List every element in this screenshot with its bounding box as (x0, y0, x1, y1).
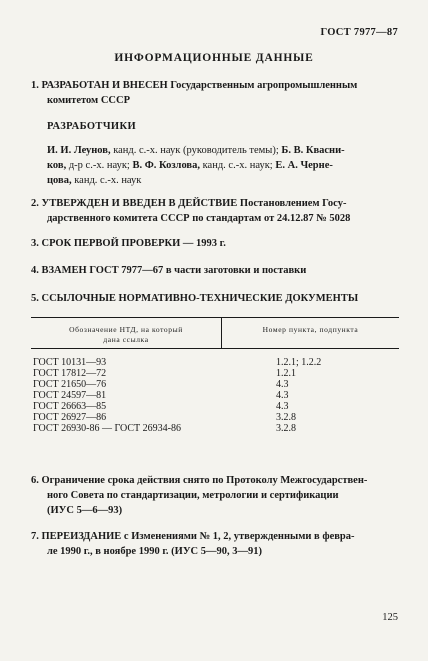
table-header-document-line-1: Обозначение НТД, на который (69, 325, 183, 334)
developer-2-part-2: ков, (47, 160, 67, 171)
table-header-document-line-2: дана ссылка (103, 335, 149, 344)
table-header (31, 318, 399, 349)
section-6-line-3: (ИУС 5—6—93) (47, 505, 123, 516)
developer-4-role: канд. с.-х. наук (71, 175, 142, 186)
table-header-item: Номер пункта, подпункта (262, 325, 359, 334)
table-cell-item: 1.2.1 (276, 368, 296, 379)
section-5-number: 5. (31, 293, 39, 304)
table-cell-item: 3.2.8 (276, 423, 296, 434)
section-1-text-1: Государственным агропромышленным (170, 80, 358, 91)
section-6-number: 6. (31, 475, 39, 486)
section-7-line-2: ле 1990 г., в ноябре 1990 г. (ИУС 5—90, 3—91) (47, 546, 262, 557)
section-1-text-2: комитетом СССР (47, 95, 130, 106)
section-7 (31, 529, 399, 559)
developer-3-role: канд. с.-х. наук; (199, 160, 276, 171)
developer-1-role: канд. с.-х. наук (руководитель темы); (110, 145, 282, 156)
section-6-line-2: ного Совета по стандартизации, метрологии и сертификации (47, 490, 339, 501)
table-header-document (31, 318, 222, 348)
section-7-number: 7. (31, 531, 39, 542)
section-2-title: УТВЕРЖДЕН И ВВЕДЕН В ДЕЙСТВИЕ (41, 198, 238, 209)
section-3 (31, 236, 399, 251)
page-number: 125 (382, 612, 398, 623)
table-cell-item: 4.3 (276, 401, 289, 412)
table-cell-document: ГОСТ 26930-86 — ГОСТ 26934-86 (33, 423, 181, 434)
table-cell-document: ГОСТ 21650—76 (33, 379, 107, 390)
section-5-title: ССЫЛОЧНЫЕ НОРМАТИВНО-ТЕХНИЧЕСКИЕ ДОКУМЕНТЫ (41, 293, 359, 304)
table-cell-item: 4.3 (276, 390, 289, 401)
page-title: ИНФОРМАЦИОННЫЕ ДАННЫЕ (114, 52, 314, 64)
section-3-number: 3. (31, 238, 39, 249)
section-6 (31, 473, 399, 518)
table-cell-item: 4.3 (276, 379, 289, 390)
table-row (31, 401, 399, 412)
section-4-number: 4. (31, 265, 39, 276)
table-cell-item: 3.2.8 (276, 412, 296, 423)
table-row (31, 357, 399, 368)
table-row (31, 379, 399, 390)
table-cell-document: ГОСТ 17812—72 (33, 368, 107, 379)
table-body (31, 349, 399, 434)
developer-2-part-1: Б. В. Квасни- (281, 145, 345, 156)
section-2 (31, 196, 399, 226)
section-1 (31, 78, 399, 108)
section-1-title: РАЗРАБОТАН И ВНЕСЕН (41, 80, 168, 91)
table-row (31, 412, 399, 423)
section-7-line-1: ПЕРЕИЗДАНИЕ с Изменениями № 1, 2, утвержденными в февра- (41, 531, 355, 542)
table-row (31, 423, 399, 434)
developer-4-part-1: Е. А. Черне- (275, 160, 333, 171)
section-4 (31, 263, 399, 278)
table-row (31, 368, 399, 379)
section-2-number: 2. (31, 198, 39, 209)
developer-4-part-2: цова, (47, 175, 72, 186)
reference-table (31, 317, 399, 434)
developers-heading: РАЗРАБОТЧИКИ (47, 121, 137, 132)
developers-list (47, 143, 399, 188)
developer-2-role: д-р с.-х. наук; (66, 160, 133, 171)
section-1-number: 1. (31, 80, 39, 91)
developer-3: В. Ф. Козлова, (132, 160, 200, 171)
section-6-line-1: Ограничение срока действия снято по Протоколу Межгосударствен- (41, 475, 368, 486)
section-2-text-1: Постановлением Госу- (239, 198, 347, 209)
section-2-text-2: дарственного комитета СССР по стандартам от 24.12.87 № 5028 (47, 213, 351, 224)
section-5 (31, 291, 399, 306)
section-3-title: СРОК ПЕРВОЙ ПРОВЕРКИ — 1993 г. (41, 238, 226, 249)
table-cell-document: ГОСТ 24597—81 (33, 390, 107, 401)
table-cell-document: ГОСТ 10131—93 (33, 357, 107, 368)
table-cell-document: ГОСТ 26927—86 (33, 412, 107, 423)
page-header: ГОСТ 7977—87 (320, 27, 398, 38)
table-cell-item: 1.2.1; 1.2.2 (276, 357, 322, 368)
developer-1: И. И. Леунов, (47, 145, 111, 156)
section-4-title: ВЗАМЕН ГОСТ 7977—67 в части заготовки и поставки (41, 265, 307, 276)
table-row (31, 390, 399, 401)
table-cell-document: ГОСТ 26663—85 (33, 401, 107, 412)
